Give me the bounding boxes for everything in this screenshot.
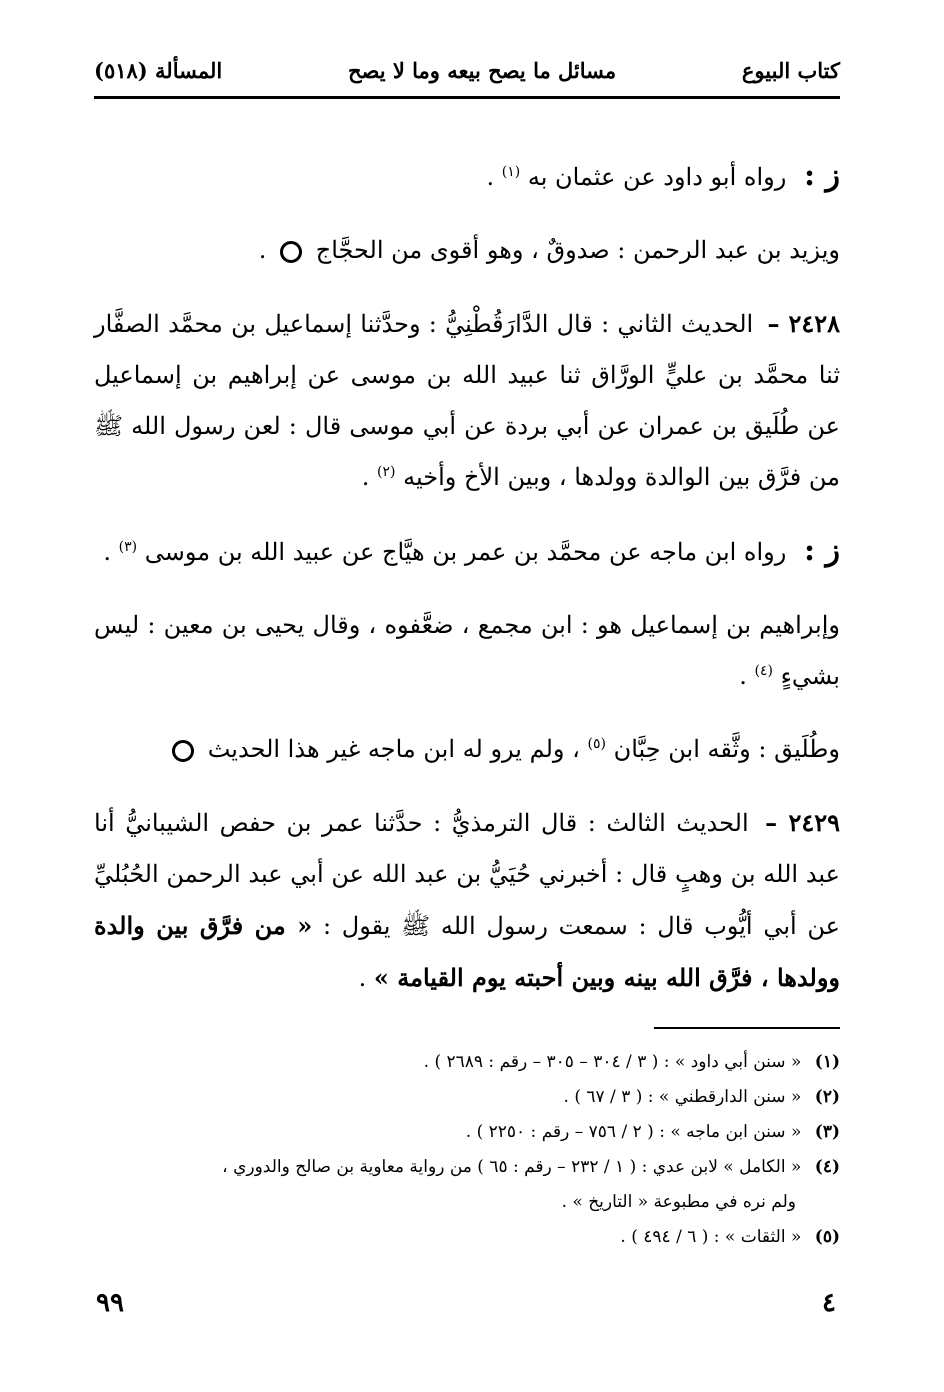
full-stop: . [358,964,367,992]
hadith-number: ٢٤٢٩ – [765,808,840,837]
paragraph-text: ، ولم يرو له ابن ماجه غير هذا الحديث [207,735,580,763]
paragraph-text: وطُلَيق : وثَّقه ابن حِبَّان [613,735,840,763]
zawaid-marker: ز : [803,533,840,568]
main-text [94,150,840,1026]
footnote-1 [94,1045,840,1080]
full-stop: . [486,163,495,191]
zawaid-marker: ز : [803,158,840,193]
page-number: ٩٩ [96,1288,124,1318]
footnote-label: (٢) [814,1087,840,1107]
volume-number: ٤ [822,1288,836,1318]
running-header [94,48,840,92]
footnote-text: « الثقات » : ( ٦ / ٤٩٤ ) . [620,1227,802,1247]
footnote-text: « الكامل » لابن عدي : ( ١ / ٢٣٢ – رقم : ٦٥ ) من رواية معاوية بن صالح والدوري ، [222,1157,802,1177]
paragraph-text: رواه ابن ماجه عن محمَّد بن عمر بن هيَّاج عن عبيد الله بن موسى [144,538,787,566]
full-stop: . [103,538,111,566]
hadith-2429 [94,797,840,1004]
end-circle-icon [172,740,194,762]
paragraph-5 [94,600,840,702]
footnote-text: « سنن ابن ماجه » : ( ٢ / ٧٥٦ – رقم : ٢٢٥٠ ) . [465,1122,802,1142]
header-chapter-title: مسائل ما يصح بيعه وما لا يصح [347,57,617,83]
footnote-ref: (٣) [118,539,138,555]
footnote-ref: (١) [501,164,521,180]
footnote-ref: (٢) [377,464,396,480]
footnote-4 [94,1150,840,1185]
footnote-label: (١) [814,1052,840,1072]
paragraph-text: ويزيد بن عبد الرحمن : صدوقٌ ، وهو أقوى من الحجَّاج [315,236,840,264]
paragraph-2 [94,225,840,276]
footnote-text: ولم نره في مطبوعة « التاريخ » . [561,1192,796,1212]
header-book-title: كتاب البيوع [741,57,840,83]
footnote-5 [94,1220,840,1255]
footnote-label: (٤) [814,1157,840,1177]
full-stop: . [258,236,267,264]
end-circle-icon [280,241,302,263]
full-stop: . [361,463,370,491]
full-stop: . [739,662,747,690]
footnote-label: (٥) [814,1227,840,1247]
hadith-quote: « من فرَّق بين والدة وولدها ، فرَّق الله بينه وبين أحبته يوم القيامة » [94,911,840,992]
paragraph-4 [94,525,840,578]
footnote-label: (٣) [814,1122,840,1142]
paragraph-text: الحديث الثالث : قال الترمذيُّ : حدَّثنا عمر بن حفص الشيبانيُّ أنا عبد الله بن وهبٍ قال : أخبرني حُيَيُّ بن عبد الله عن أبي عبد الرحمن الحُبُليِّ عن أبي أيُّوب قال : سمعت رسول الله ﷺ يقول : [94,809,840,940]
footnote-ref: (٥) [587,736,606,752]
paragraph-1 [94,150,840,203]
hadith-number: ٢٤٢٨ – [767,309,840,338]
header-divider [94,96,840,99]
paragraph-text: رواه أبو داود عن عثمان به [527,163,787,191]
footnote-text: « سنن أبي داود » : ( ٣ / ٣٠٤ – ٣٠٥ – رقم : ٢٦٨٩ ) . [423,1052,802,1072]
paragraph-text: وإبراهيم بن إسماعيل هو : ابن مجمع ، ضعَّفوه ، وقال يحيى بن معين : ليس بشيءٍ [94,611,840,690]
footnote-ref: (٤) [754,663,773,679]
hadith-2428 [94,298,840,503]
paragraph-6 [94,724,840,775]
footnotes [94,1045,840,1255]
header-issue-number: المسألة (٥١٨) [94,57,223,83]
footnote-4-continued [94,1185,840,1220]
footnote-2 [94,1080,840,1115]
footnote-3 [94,1115,840,1150]
paragraph-text: الحديث الثاني : قال الدَّارَقُطْنِيُّ : وحدَّثنا إسماعيل بن محمَّد الصفَّار ثنا محمَّد بن عليٍّ الورَّاق ثنا عبيد الله بن موسى عن إبراهيم بن إسماعيل عن طُلَيق بن عمران عن أبي بردة عن أبي موسى قال : لعن رسول الله ﷺ من فرَّق بين الوالدة وولدها ، وبين الأخ وأخيه [94,310,840,491]
footnote-divider [654,1027,840,1029]
footnote-text: « سنن الدارقطني » : ( ٣ / ٦٧ ) . [563,1087,802,1107]
